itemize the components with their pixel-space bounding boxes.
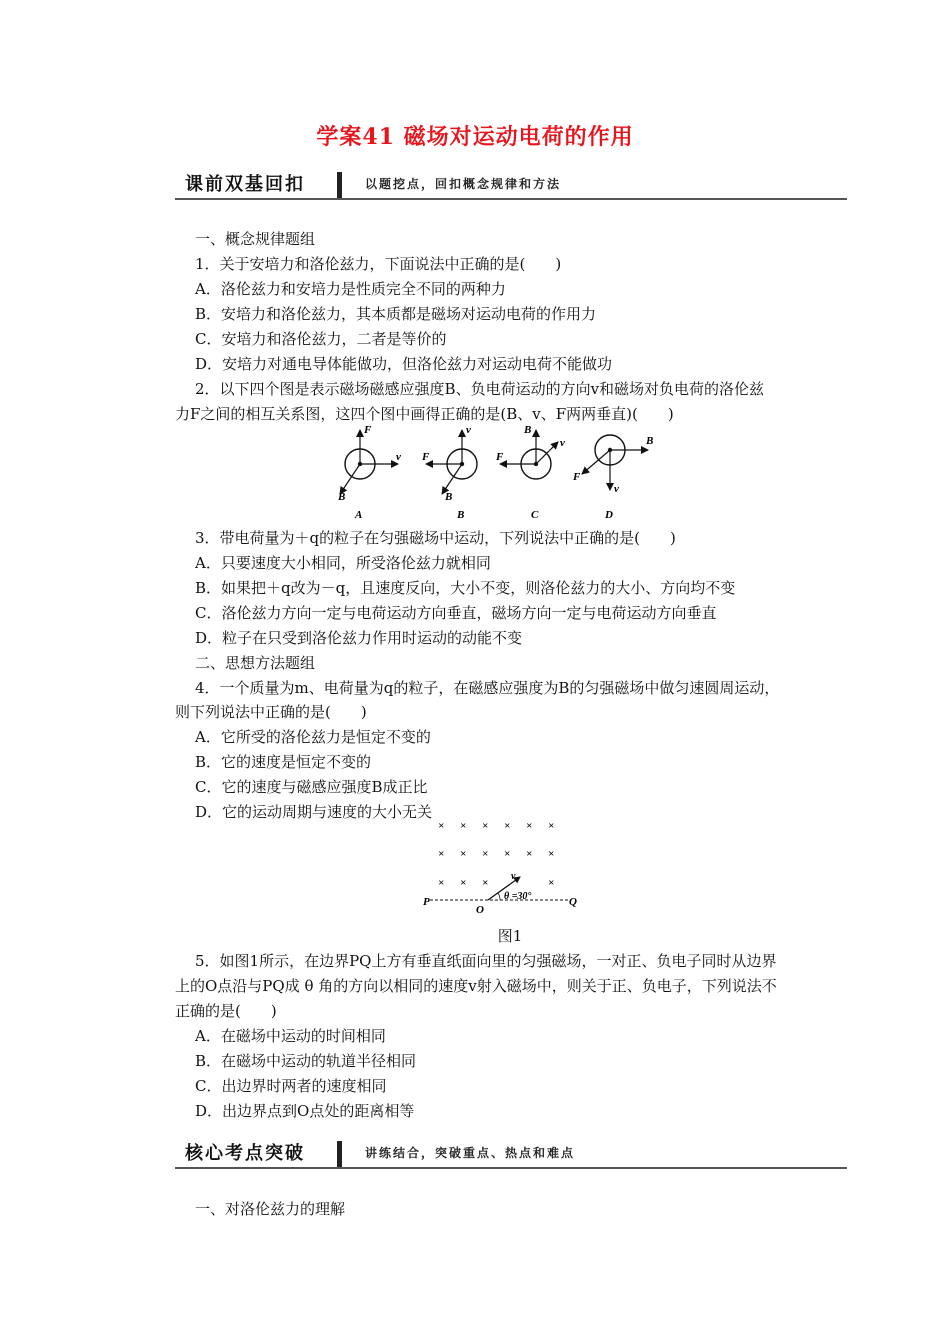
option-3a: A．只要速度大小相同，所受洛伦兹力就相同 [195, 554, 491, 572]
section-header-core [175, 1141, 847, 1171]
question-5: 5．如图1所示，在边界PQ上方有垂直纸面向里的匀强磁场，一对正、负电子同时从边界 [195, 952, 777, 970]
option-4c: C．它的速度与磁感应强度B成正比 [195, 778, 428, 796]
label-c: C [531, 509, 539, 521]
option-5b: B．在磁场中运动的轨道半径相同 [195, 1052, 417, 1070]
question-3: 3．带电荷量为＋q的粒子在匀强磁场中运动，下列说法中正确的是( ) [195, 529, 676, 547]
section-subtitle: 以题挖点，回扣概念规律和方法 [365, 177, 562, 191]
page-title: 学案41 磁场对运动电荷的作用 [316, 124, 634, 150]
question-4: 4．一个质量为m、电荷量为q的粒子，在磁感应强度为B的匀强磁场中做匀速圆周运动， [195, 679, 780, 697]
question-2: 2．以下四个图是表示磁场磁感应强度B、负电荷运动的方向v和磁场对负电荷的洛伦兹 [195, 380, 765, 398]
angle-arc [498, 893, 500, 900]
field-cross: × [460, 877, 467, 889]
f-label: F [422, 451, 430, 463]
f-label: F [496, 451, 504, 463]
angle-label: θ =30° [504, 891, 532, 902]
figure-1 [420, 815, 580, 920]
diagram-b [421, 424, 477, 521]
section-label: 课前双基回扣 [185, 174, 305, 195]
b-label: B [646, 435, 654, 447]
field-cross: × [460, 820, 467, 832]
figure-caption: 图1 [497, 927, 523, 945]
option-1a: A．洛伦兹力和安培力是性质完全不同的两种力 [195, 280, 506, 298]
rule-line [175, 1167, 847, 1169]
rule-line [175, 198, 847, 200]
diagram-c [495, 424, 565, 521]
label-a: A [355, 509, 363, 521]
magnetic-field-crosses [438, 820, 554, 889]
v-label: v [560, 437, 565, 449]
o-label: O [476, 904, 484, 916]
field-cross: × [438, 848, 445, 860]
option-3d: D．粒子在只受到洛伦兹力作用时运动的动能不变 [195, 629, 523, 647]
option-4b: B．它的速度是恒定不变的 [195, 753, 372, 771]
v-label: v [511, 871, 516, 882]
label-b: B [457, 509, 465, 521]
field-cross: × [504, 848, 511, 860]
option-4d: D．它的运动周期与速度的大小无关 [195, 803, 433, 821]
v-label: v [614, 483, 619, 495]
option-3c: C．洛伦兹力方向一定与电荷运动方向垂直，磁场方向一定与电荷运动方向垂直 [195, 604, 717, 622]
field-cross: × [548, 848, 555, 860]
question-4-cont: 则下列说法中正确的是( ) [175, 703, 367, 721]
field-cross: × [526, 820, 533, 832]
group-heading: 一、概念规律题组 [195, 230, 316, 248]
field-cross: × [438, 820, 445, 832]
v-label: v [466, 424, 471, 436]
field-cross: × [548, 820, 555, 832]
f-label: F [573, 471, 581, 483]
option-1b: B．安培力和洛伦兹力，其本质都是磁场对运动电荷的作用力 [195, 305, 597, 323]
b-label: B [338, 491, 346, 503]
question-5-cont: 上的O点沿与PQ成 θ 角的方向以相同的速度v射入磁场中，则关于正、负电子，下列说法不 [175, 977, 777, 995]
option-5c: C．出边界时两者的速度相同 [195, 1077, 387, 1095]
option-5a: A．在磁场中运动的时间相同 [195, 1027, 386, 1045]
option-1d: D．安培力对通电导体能做功，但洛伦兹力对运动电荷不能做功 [195, 355, 613, 373]
option-1c: C．安培力和洛伦兹力，二者是等价的 [195, 330, 447, 348]
field-cross: × [548, 877, 555, 889]
group-heading: 二、思想方法题组 [195, 654, 316, 672]
field-cross: × [526, 848, 533, 860]
section-topic: 一、对洛伦兹力的理解 [195, 1200, 346, 1218]
section-label: 核心考点突破 [185, 1143, 305, 1164]
section-subtitle: 讲练结合，突破重点、热点和难点 [365, 1146, 576, 1160]
divider [337, 172, 342, 200]
question-1: 1．关于安培力和洛伦兹力，下面说法中正确的是( ) [195, 255, 562, 273]
question-2-cont: 力F之间的相互关系图，这四个图中画得正确的是(B、v、F两两垂直)( ) [175, 405, 674, 423]
b-label: B [445, 491, 453, 503]
b-label: B [524, 424, 532, 436]
option-5d: D．出边界点到O点处的距离相等 [195, 1102, 415, 1120]
f-label: F [364, 424, 372, 436]
field-cross: × [460, 848, 467, 860]
p-label: P [423, 896, 430, 908]
field-cross: × [504, 820, 511, 832]
option-3b: B．如果把＋q改为－q，且速度反向，大小不变，则洛伦兹力的大小、方向均不变 [195, 579, 736, 597]
q-label: Q [569, 896, 577, 908]
option-4a: A．它所受的洛伦兹力是恒定不变的 [195, 728, 431, 746]
label-d: D [605, 509, 613, 521]
divider [337, 1141, 342, 1169]
diagram-a [337, 424, 401, 521]
field-cross: × [482, 877, 489, 889]
diagram-d [572, 435, 653, 521]
section-header-review [175, 172, 847, 202]
field-cross: × [482, 848, 489, 860]
q2-figure [310, 422, 670, 522]
field-cross: × [482, 820, 489, 832]
question-5-cont-2: 正确的是( ) [175, 1002, 277, 1020]
field-cross: × [438, 877, 445, 889]
v-label: v [396, 451, 401, 463]
